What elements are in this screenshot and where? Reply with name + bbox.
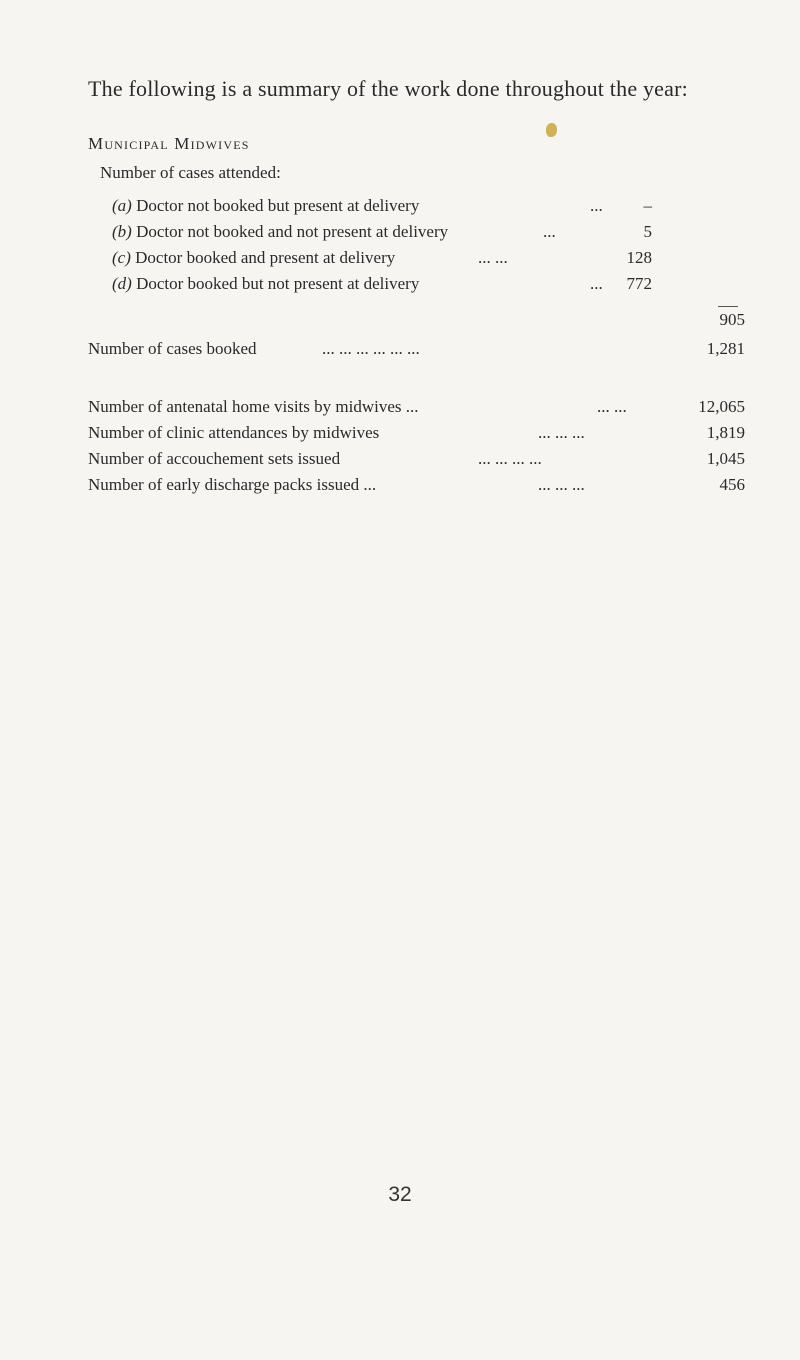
stat-row bbox=[0, 423, 800, 449]
case-text: Doctor booked and present at delivery bbox=[135, 248, 396, 267]
cases-booked-label: Number of cases booked bbox=[88, 339, 257, 358]
case-key: (c) bbox=[112, 248, 131, 267]
stat-row bbox=[0, 449, 800, 475]
case-text: Doctor not booked but present at delivery bbox=[136, 196, 420, 215]
case-value: 772 bbox=[626, 274, 652, 293]
leader-dots: ... ... bbox=[478, 248, 508, 267]
case-row-b bbox=[0, 222, 800, 248]
stat-row bbox=[0, 475, 800, 501]
cases-booked-value: 1,281 bbox=[706, 339, 745, 358]
case-key: (d) bbox=[112, 274, 132, 293]
leader-dots: ... bbox=[590, 196, 603, 215]
case-row-d bbox=[0, 274, 800, 300]
case-value: – bbox=[643, 196, 652, 215]
stat-value: 1,045 bbox=[706, 449, 745, 468]
intro-sentence: The following is a summary of the work done throughout the year: bbox=[88, 76, 688, 101]
ink-spot bbox=[546, 123, 557, 137]
leader-dots: ... ... ... ... ... ... bbox=[322, 339, 420, 358]
stat-label: Number of accouchement sets issued bbox=[88, 449, 341, 468]
stat-value: 1,819 bbox=[706, 423, 745, 442]
stat-label: Number of antenatal home visits by midwives ... bbox=[88, 397, 419, 416]
cases-total-value: 905 bbox=[719, 310, 745, 329]
stat-label: Number of clinic attendances by midwives bbox=[88, 423, 380, 442]
total-rule bbox=[718, 306, 738, 307]
stat-value: 456 bbox=[719, 475, 745, 494]
leader-dots: ... bbox=[590, 274, 603, 293]
leader-dots: ... ... bbox=[597, 397, 627, 416]
case-key: (b) bbox=[112, 222, 132, 241]
case-value: 128 bbox=[626, 248, 652, 267]
leader-dots: ... ... ... bbox=[538, 423, 585, 442]
cases-attended-label-row bbox=[0, 163, 800, 189]
case-row-a bbox=[0, 196, 800, 222]
case-row-c bbox=[0, 248, 800, 274]
stat-row bbox=[0, 397, 800, 423]
case-text: Doctor not booked and not present at delivery bbox=[136, 222, 449, 241]
page-number: 32 bbox=[388, 1183, 412, 1206]
stat-label: Number of early discharge packs issued ... bbox=[88, 475, 377, 494]
cases-total-row bbox=[0, 310, 800, 336]
leader-dots: ... ... ... bbox=[538, 475, 585, 494]
cases-attended-label: Number of cases attended: bbox=[100, 163, 281, 182]
leader-dots: ... bbox=[543, 222, 556, 241]
case-value: 5 bbox=[643, 222, 652, 241]
cases-booked-row bbox=[0, 339, 800, 365]
case-key: (a) bbox=[112, 196, 132, 215]
section-heading: Municipal Midwives bbox=[88, 134, 250, 153]
case-text: Doctor booked but not present at delivery bbox=[136, 274, 420, 293]
leader-dots: ... ... ... ... bbox=[478, 449, 542, 468]
stat-value: 12,065 bbox=[698, 397, 745, 416]
